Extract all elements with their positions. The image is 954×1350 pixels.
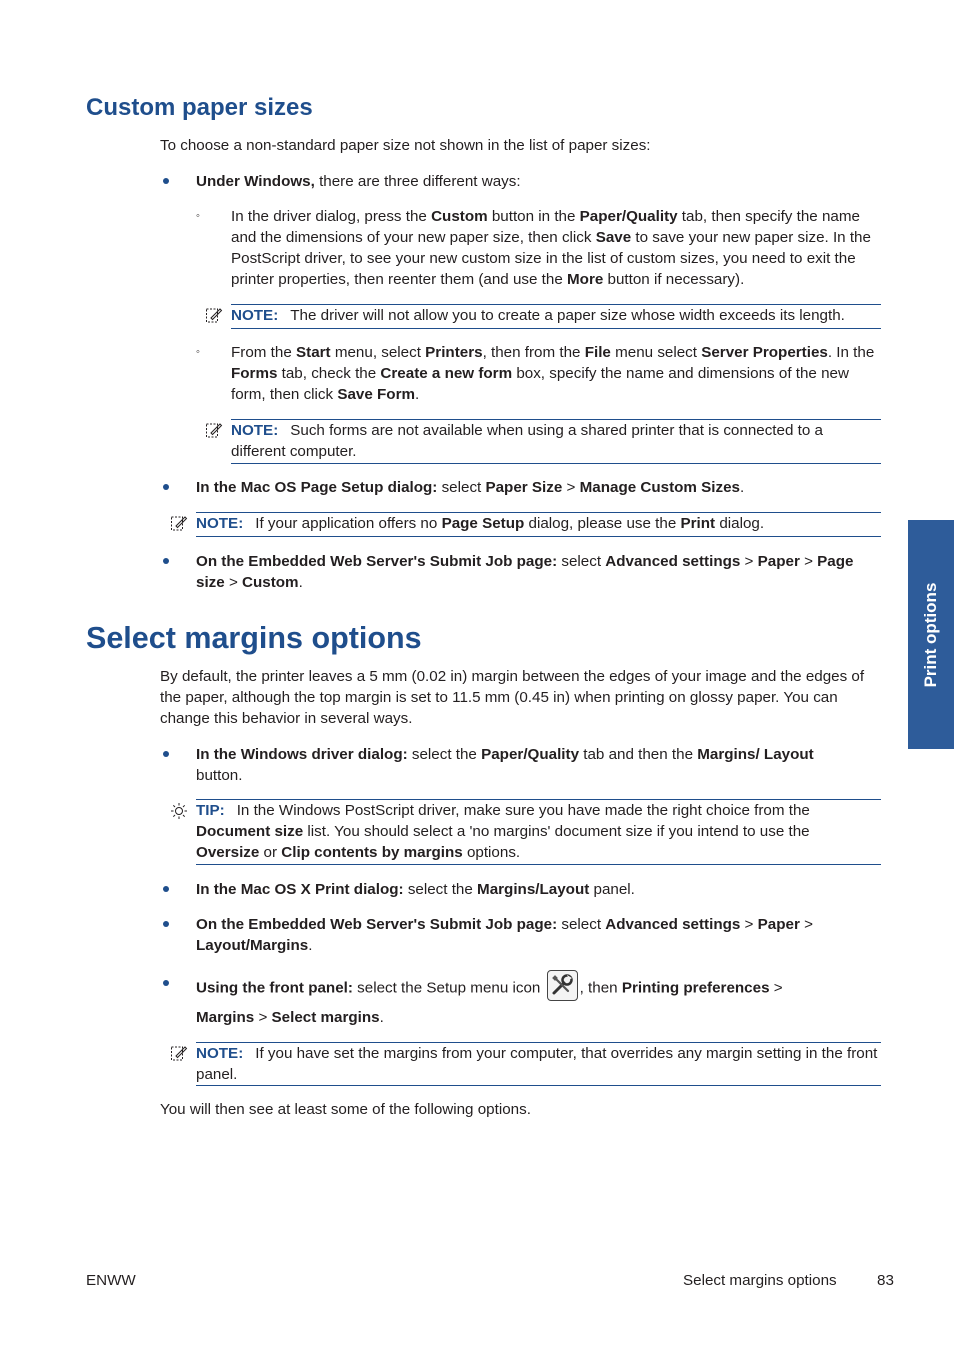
- bullet-marker: [163, 178, 169, 184]
- list-item-front-panel: Using the front panel: select the Setup menu icon , then Printing preferences >: [196, 976, 783, 1001]
- bullet-marker: [163, 921, 169, 927]
- tip-bulb-icon: [170, 802, 188, 820]
- bullet-marker: [163, 484, 169, 490]
- bullet-marker: [163, 980, 169, 986]
- wrench-setup-icon: [547, 970, 578, 1001]
- note-box: [231, 304, 881, 329]
- note-icon: [170, 1044, 188, 1062]
- note-box: [231, 419, 881, 464]
- note-text: If you have set the margins from your computer, that overrides any margin setting in the front panel.: [196, 1045, 878, 1083]
- tip-box: TIP: In the Windows PostScript driver, make sure you have made the right choice from the Document size list. You should select a 'no margins' document size if you intend to use the Oversize or Clip contents by margins options.: [196, 799, 881, 865]
- closing-text: You will then see at least some of the following options.: [160, 1101, 531, 1118]
- list-item-windows-driver: In the Windows driver dialog: select the Paper/Quality tab and then the Margins/ Layout button.: [196, 746, 814, 784]
- note-label: NOTE:: [231, 307, 279, 324]
- note-icon: [170, 514, 188, 532]
- list-item-front-panel-continued: Margins > Select margins.: [196, 1009, 384, 1026]
- note-label: NOTE:: [196, 515, 244, 532]
- note-box: NOTE: If your application offers no Page Setup dialog, please use the Print dialog.: [196, 512, 881, 537]
- bullet-marker: [163, 558, 169, 564]
- note-label: NOTE:: [231, 422, 279, 439]
- list-item-start-menu: From the Start menu, select Printers, then from the File menu select Server Properties. In the Forms tab, check the Create a new form box, specify the name and dimensions of the new form, then click Save Form.: [231, 344, 875, 403]
- sub-bullet-marker: ◦: [196, 210, 200, 222]
- note-text: Such forms are not available when using a shared printer that is connected to a different computer.: [231, 422, 823, 460]
- list-item-mac-page-setup: In the Mac OS Page Setup dialog: select Paper Size > Manage Custom Sizes.: [196, 479, 745, 496]
- intro-text: To choose a non-standard paper size not shown in the list of paper sizes:: [160, 137, 651, 154]
- list-item-mac-print: In the Mac OS X Print dialog: select the Margins/Layout panel.: [196, 881, 635, 898]
- note-text: The driver will not allow you to create a paper size whose width exceeds its length.: [290, 307, 845, 324]
- note-icon: [205, 306, 223, 324]
- sub-bullet-marker: ◦: [196, 346, 200, 358]
- footer-section-title: Select margins options: [683, 1272, 837, 1289]
- footer-left: ENWW: [86, 1272, 136, 1289]
- note-label: NOTE:: [196, 1045, 244, 1062]
- margins-description: By default, the printer leaves a 5 mm (0.02 in) margin between the edges of your image and the edges of the paper, although the top margin is set to 11.5 mm (0.45 in) when printing on glossy paper. You can change this behavior in several ways.: [160, 668, 865, 727]
- bullet-marker: [163, 886, 169, 892]
- chapter-side-tab: [908, 520, 954, 749]
- note-box: [196, 1042, 881, 1086]
- tip-label: TIP:: [196, 802, 225, 819]
- note-icon: [205, 421, 223, 439]
- list-item-windows: Under Windows, there are three different ways:: [196, 173, 521, 190]
- section-title-select-margins: Select margins options: [86, 621, 422, 655]
- chapter-side-tab-label: Print options: [921, 582, 940, 688]
- section-title-custom-paper-sizes: Custom paper sizes: [86, 94, 313, 121]
- list-item-driver-dialog: In the driver dialog, press the Custom button in the Paper/Quality tab, then specify the name and the dimensions of your new paper size, then click Save to save your new paper size. In the PostScript driver, to see your new custom size in the list of custom sizes, you need to exit the printer properties, then reenter them (and use the More button if necessary).: [231, 208, 871, 288]
- bullet-marker: [163, 751, 169, 757]
- page-number: 83: [877, 1272, 894, 1289]
- list-item-ews-custom: On the Embedded Web Server's Submit Job page: select Advanced settings > Paper > Page size > Custom.: [196, 553, 854, 591]
- list-item-ews-margins: On the Embedded Web Server's Submit Job page: select Advanced settings > Paper > Layout/Margins.: [196, 916, 813, 954]
